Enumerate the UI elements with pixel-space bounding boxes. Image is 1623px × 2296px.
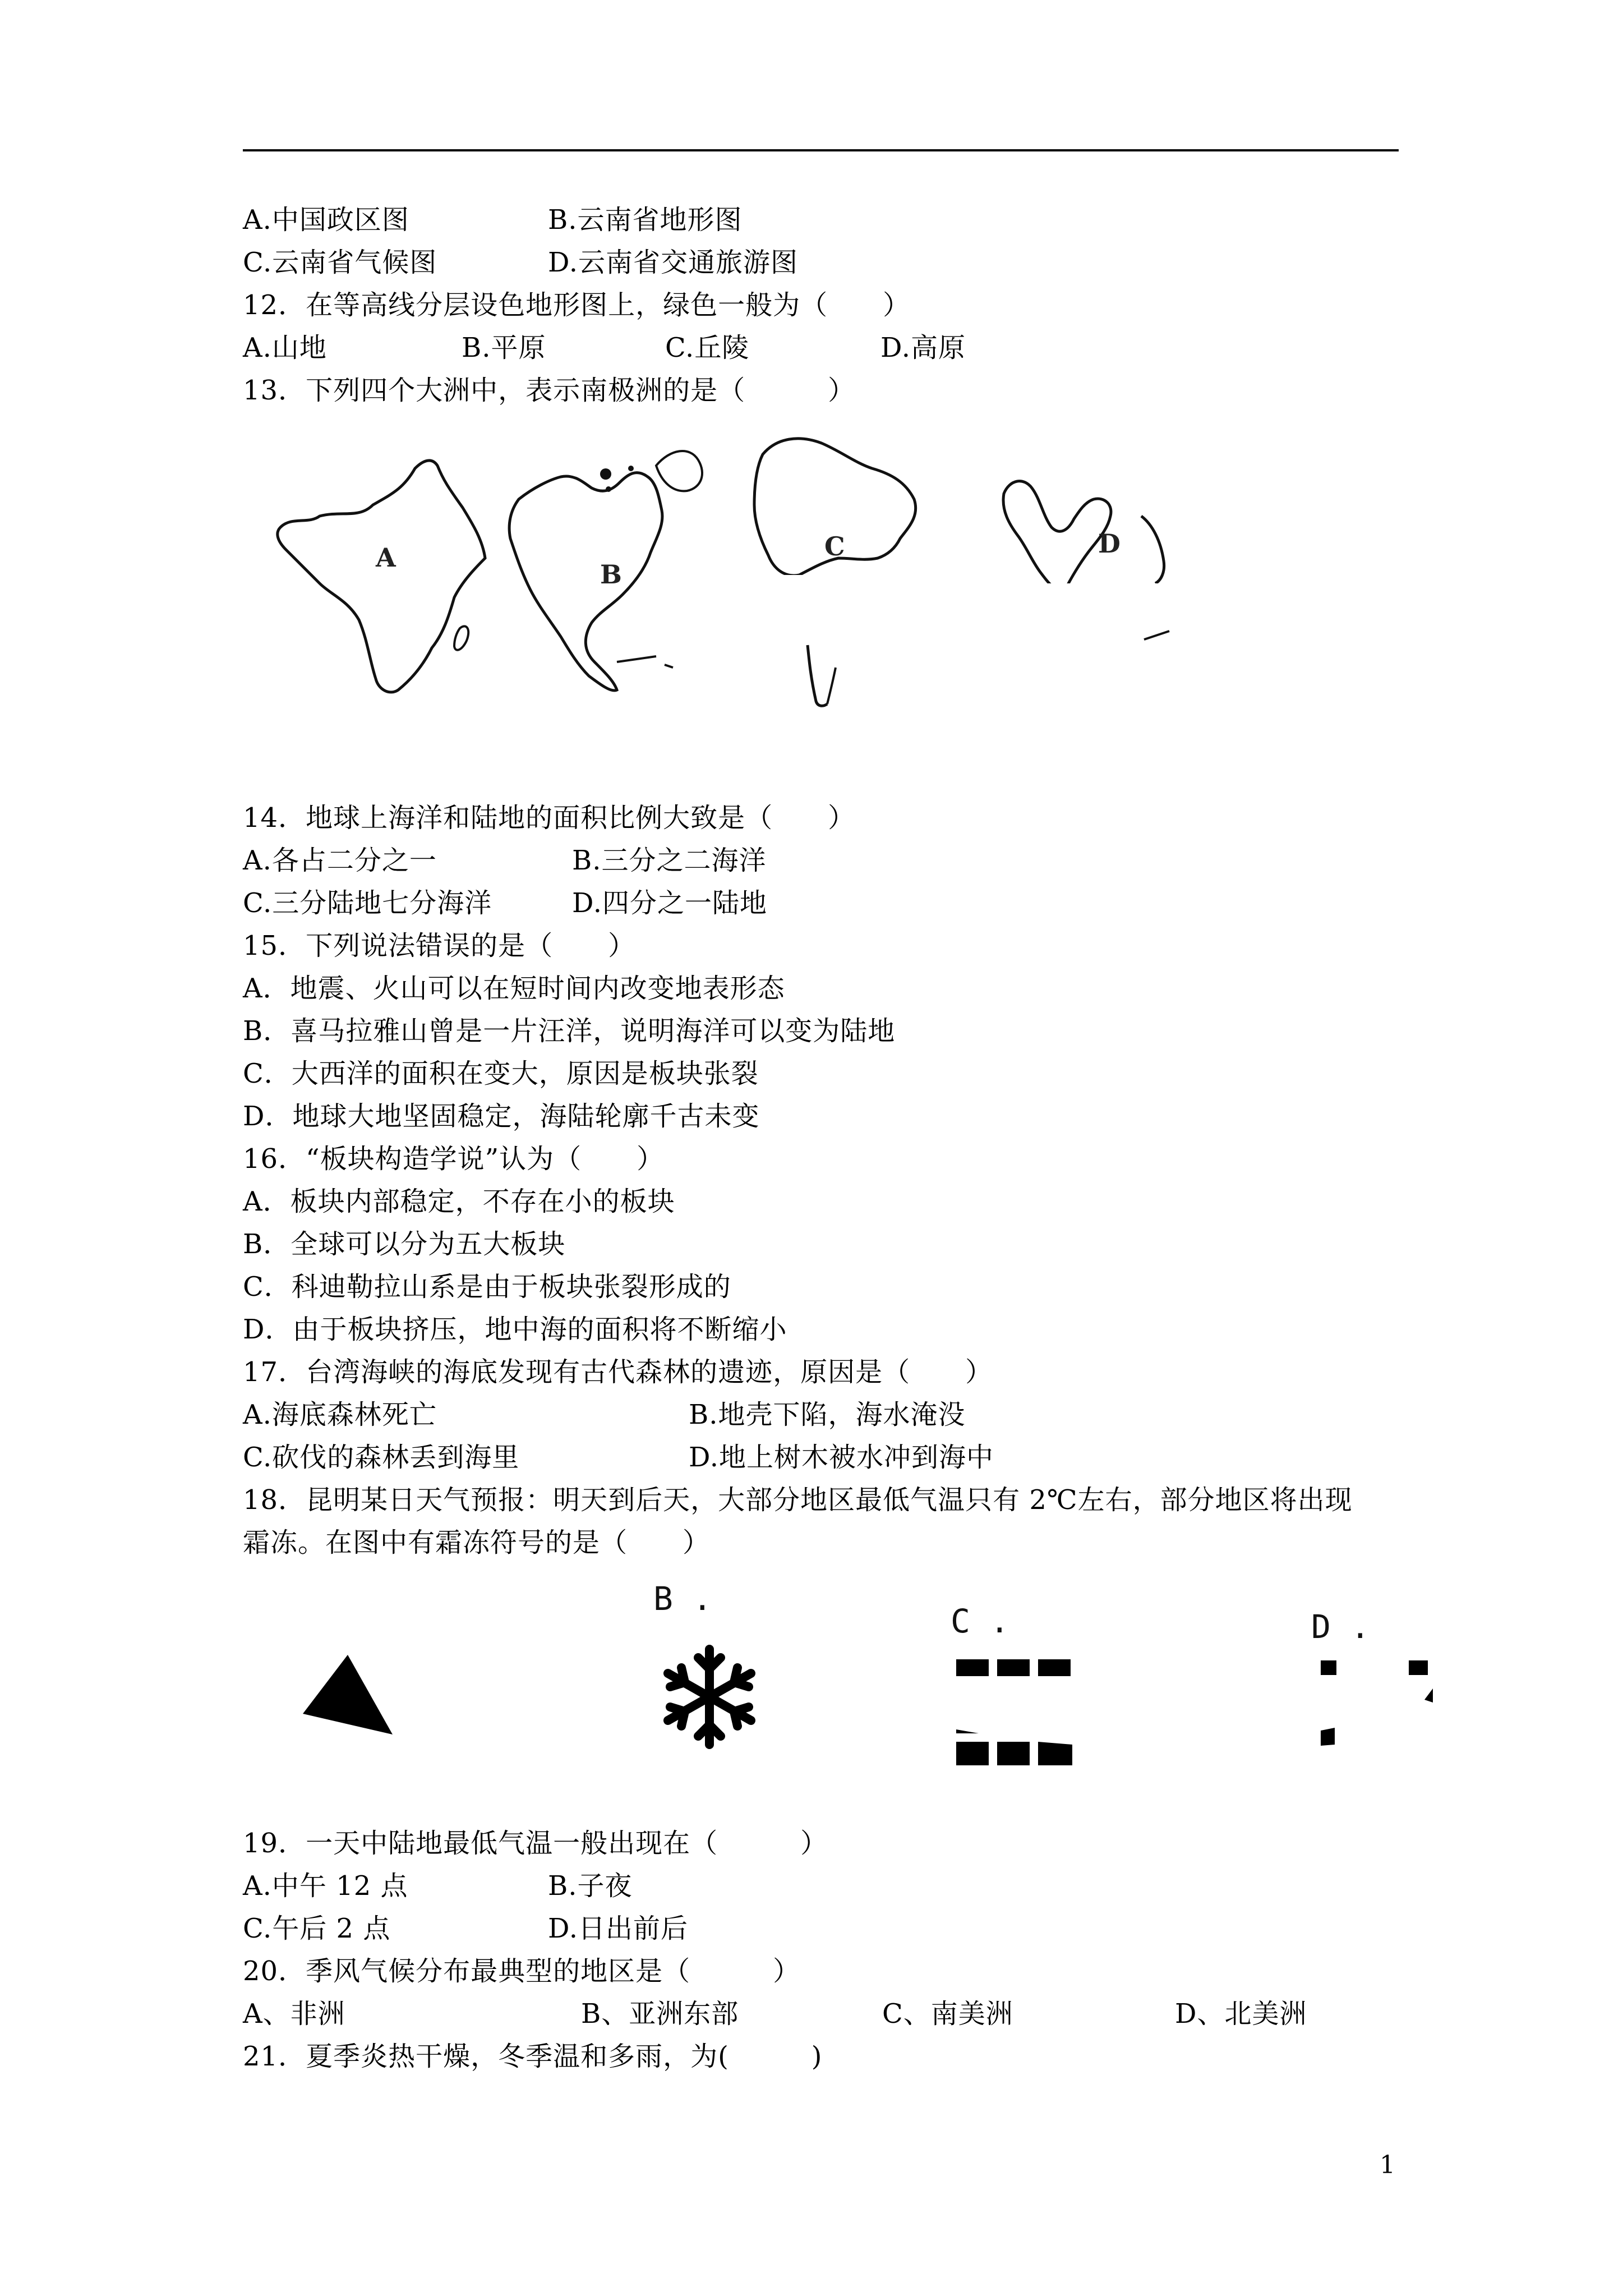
q14-option-d: D.四分之一陆地 bbox=[572, 887, 768, 919]
q20-option-c: C、南美洲 bbox=[882, 1998, 1013, 2030]
q11-option-b: B.云南省地形图 bbox=[548, 204, 743, 236]
q13-stem: 13．下列四个大洲中，表示南极洲的是（ ） bbox=[243, 375, 856, 406]
q15-option-b: B．喜马拉雅山曾是一片汪洋，说明海洋可以变为陆地 bbox=[243, 1015, 896, 1047]
map-label-c: C bbox=[824, 531, 845, 562]
q17-stem: 17．台湾海峡的海底发现有古代森林的遗迹，原因是（ ） bbox=[243, 1356, 993, 1388]
map-label-b: B bbox=[600, 559, 622, 590]
q16-option-b: B．全球可以分为五大板块 bbox=[243, 1228, 566, 1260]
asia-outline bbox=[1003, 481, 1200, 639]
q19-option-b: B.子夜 bbox=[548, 1870, 633, 1902]
q12-option-c: C.丘陵 bbox=[665, 332, 750, 364]
q12-option-b: B.平原 bbox=[462, 332, 546, 364]
q14-option-c: C.三分陆地七分海洋 bbox=[243, 887, 492, 919]
symbol-label-c: C . bbox=[951, 1602, 1009, 1640]
q17-option-d: D.地上树木被水冲到海中 bbox=[689, 1442, 994, 1473]
south-america-outline bbox=[751, 439, 931, 706]
q16-stem: 16．“板块构造学说”认为（ ） bbox=[243, 1143, 665, 1175]
q12-option-d: D.高原 bbox=[880, 332, 966, 364]
header-rule bbox=[243, 149, 1399, 151]
map-label-d: D bbox=[1098, 528, 1121, 559]
symbol-label-d: D . bbox=[1311, 1608, 1370, 1646]
q20-option-b: B、亚洲东部 bbox=[581, 1998, 739, 2030]
q15-option-c: C．大西洋的面积在变大，原因是板块张裂 bbox=[243, 1058, 759, 1089]
q19-stem: 19．一天中陆地最低气温一般出现在（ ） bbox=[243, 1828, 828, 1859]
q12-option-a: A.山地 bbox=[243, 332, 327, 364]
q15-stem: 15．下列说法错误的是（ ） bbox=[243, 930, 636, 961]
q16-option-d: D．由于板块挤压，地中海的面积将不断缩小 bbox=[243, 1314, 787, 1345]
q17-option-a: A.海底森林死亡 bbox=[243, 1399, 437, 1430]
q11-option-a: A.中国政区图 bbox=[243, 204, 409, 236]
q17-option-c: C.砍伐的森林丢到海里 bbox=[243, 1442, 520, 1473]
weather-symbols-figure bbox=[280, 1571, 1458, 1784]
q19-option-a: A.中午 12 点 bbox=[243, 1870, 408, 1902]
symbol-label-b: B . bbox=[653, 1580, 712, 1618]
q16-option-a: A．板块内部稳定，不存在小的板块 bbox=[243, 1186, 675, 1217]
continent-map-figure bbox=[269, 426, 1223, 752]
q12-stem: 12．在等高线分层设色地形图上，绿色一般为（ ） bbox=[243, 289, 911, 321]
q19-option-d: D.日出前后 bbox=[548, 1913, 689, 1944]
q19-option-c: C.午后 2 点 bbox=[243, 1913, 391, 1944]
africa-outline bbox=[278, 461, 485, 692]
q14-stem: 14．地球上海洋和陆地的面积比例大致是（ ） bbox=[243, 802, 856, 834]
q20-stem: 20．季风气候分布最典型的地区是（ ） bbox=[243, 1955, 801, 1987]
q15-option-a: A．地震、火山可以在短时间内改变地表形态 bbox=[243, 973, 785, 1004]
q14-option-b: B.三分之二海洋 bbox=[572, 845, 767, 876]
q16-option-c: C．科迪勒拉山系是由于板块张裂形成的 bbox=[243, 1271, 731, 1303]
snowflake-icon bbox=[668, 1649, 751, 1745]
dashed-bars-symbol bbox=[956, 1659, 1072, 1765]
q20-option-d: D、北美洲 bbox=[1175, 1998, 1307, 2030]
q11-option-c: C.云南省气候图 bbox=[243, 247, 437, 278]
q14-option-a: A.各占二分之一 bbox=[243, 845, 437, 876]
page-number: 1 bbox=[1380, 2151, 1395, 2179]
triangle-symbol bbox=[303, 1655, 393, 1734]
q21-stem: 21．夏季炎热干燥，冬季温和多雨，为( ) bbox=[243, 2041, 823, 2072]
q17-option-b: B.地壳下陷，海水淹没 bbox=[689, 1399, 966, 1430]
q11-option-d: D.云南省交通旅游图 bbox=[548, 247, 799, 278]
q15-option-d: D．地球大地坚固稳定，海陆轮廓千古未变 bbox=[243, 1101, 760, 1132]
partial-marks-symbol bbox=[1321, 1660, 1433, 1746]
q20-option-a: A、非洲 bbox=[243, 1998, 345, 2030]
q18-stem-line1: 18．昆明某日天气预报：明天到后天，大部分地区最低气温只有 2℃左右，部分地区将出现 bbox=[243, 1484, 1353, 1516]
map-label-a: A bbox=[376, 542, 396, 573]
q18-stem-line2: 霜冻。在图中有霜冻符号的是（ ） bbox=[243, 1527, 711, 1558]
